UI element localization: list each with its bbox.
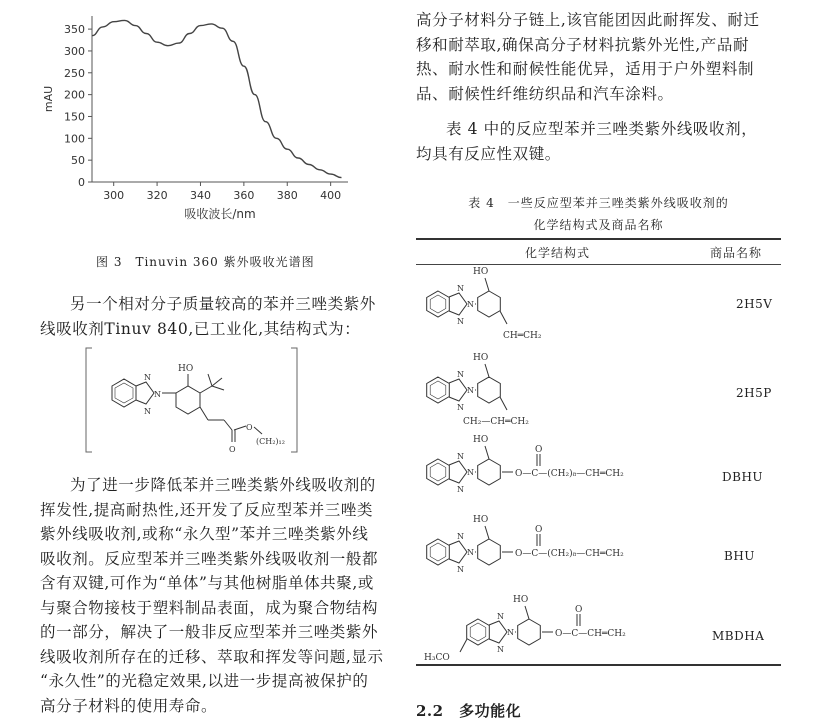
text-line: 另一个相对分子质量较高的苯并三唑类紫外 <box>70 295 376 313</box>
x-axis-label: 吸收波长/nm <box>184 207 256 221</box>
n-label: N <box>457 565 464 574</box>
substituent-label: CH═CH₂ <box>503 331 542 341</box>
text-line: 均具有反应性双键。 <box>416 144 561 163</box>
bond <box>485 364 489 377</box>
uv-spectrum-chart <box>40 6 360 236</box>
left-paragraph-2 <box>40 473 390 718</box>
tinuv-840-structure <box>84 344 299 456</box>
text-line: 移和耐萃取,确保高分子材料抗紫外光性,产品耐 <box>416 35 750 54</box>
methoxy-label: H₃CO <box>424 653 450 663</box>
n-label: N <box>457 317 464 326</box>
n-label: N <box>154 390 161 399</box>
n-label: N <box>467 468 474 477</box>
table-top-rule <box>416 238 781 240</box>
table-title-line: 表 4 一些反应型苯并三唑类紫外线吸收剂的 <box>468 196 729 210</box>
table-structures <box>416 266 781 664</box>
y-tick-label: 250 <box>64 66 85 80</box>
text-line: 表 4 中的反应型苯并三唑类紫外线吸收剂， <box>446 120 758 138</box>
triazole-ring <box>449 541 467 563</box>
y-tick-label: 300 <box>64 44 85 58</box>
triazole-ring <box>489 621 507 643</box>
text-line: 品、耐候性纤维纺织品和汽车涂料。 <box>416 84 674 103</box>
o-label: O <box>246 423 253 432</box>
n-label: N <box>144 373 151 382</box>
text-line: 挥发性,提高耐热性,还开发了反应型苯并三唑类 <box>40 500 374 519</box>
y-tick-label: 200 <box>64 88 85 102</box>
phenol-ring <box>518 619 541 645</box>
n-label: N <box>457 403 464 412</box>
substituent-label: CH₂—CH═CH₂ <box>463 417 529 427</box>
benzo-ring-inner <box>470 623 486 641</box>
n-label: N <box>467 386 474 395</box>
x-tick-label: 320 <box>146 189 168 202</box>
right-paragraph-2 <box>416 117 781 166</box>
o-label: O <box>535 525 543 535</box>
benzo-ring-inner <box>430 463 446 481</box>
ho-label: HO <box>513 595 529 605</box>
table-title-line: 化学结构式及商品名称 <box>533 218 664 232</box>
text-line: 的一部分，解决了一般非反应型苯并三唑类紫外 <box>40 623 379 641</box>
bond <box>485 278 489 291</box>
left-paragraph-1 <box>40 292 390 341</box>
bond <box>460 639 467 652</box>
o-label: O <box>229 445 236 454</box>
triazole-ring <box>449 379 467 401</box>
product-name: MBDHA <box>712 629 765 643</box>
x-tick-label: 380 <box>276 189 298 202</box>
triazole-ring <box>449 293 467 315</box>
benzo-ring-inner <box>430 295 446 313</box>
y-tick-label: 50 <box>71 154 85 168</box>
table-header-rule <box>416 264 781 265</box>
n-label: N <box>144 407 151 416</box>
product-name: DBHU <box>722 470 764 484</box>
x-tick-label: 360 <box>233 189 255 202</box>
text-line: 与聚合物接枝于塑料制品表面，成为聚合物结构 <box>40 598 379 617</box>
y-tick-label: 150 <box>64 110 85 124</box>
substituent-label: O—C—(CH₂)₈—CH═CH₂ <box>515 469 624 479</box>
table-bottom-rule <box>416 664 781 666</box>
text-line: 线吸收剂所存在的迁移、萃取和挥发等问题,显示 <box>40 647 384 666</box>
table-header-name: 商品名称 <box>710 246 763 260</box>
n-label: N <box>467 548 474 557</box>
table-header-structure: 化学结构式 <box>525 246 591 260</box>
y-tick-label: 100 <box>64 132 85 146</box>
bond <box>500 397 507 410</box>
triazole-ring <box>449 461 467 483</box>
table-title <box>416 192 781 236</box>
substituent-label: O—C—(CH₂)₈—CH═CH₂ <box>515 549 624 559</box>
text-line: “永久性”的光稳定效果,以进一步提高被保护的 <box>40 672 369 690</box>
ho-label: HO <box>473 515 489 525</box>
bond <box>485 526 489 539</box>
text-line: 高分子材料分子链上,该官能团因此耐挥发、耐迁 <box>416 11 760 29</box>
figure-caption: 图 3 Tinuvin 360 紫外吸收光谱图 <box>96 255 315 269</box>
y-tick-label: 0 <box>78 176 85 189</box>
benzo-ring-inner <box>430 381 446 399</box>
o-label: O <box>575 605 583 615</box>
y-axis-label: mAU <box>42 85 55 113</box>
x-tick-label: 340 <box>189 189 211 202</box>
text-line: 高分子材料的使用寿命。 <box>40 696 218 715</box>
ho-label: HO <box>178 364 194 374</box>
n-label: N <box>497 612 504 621</box>
o-label: O <box>535 445 543 455</box>
substituent-label: O—C—CH═CH₂ <box>555 629 626 639</box>
text-line: 吸收剂。反应型苯并三唑类紫外线吸收剂一般都 <box>40 549 379 568</box>
product-name: 2H5V <box>736 297 773 311</box>
right-paragraph-1 <box>416 8 781 106</box>
text-line: 紫外线吸收剂,或称“永久型”苯并三唑类紫外线 <box>40 525 369 543</box>
n-label: N <box>457 452 464 461</box>
ho-label: HO <box>473 353 489 363</box>
phenol-ring <box>478 377 501 403</box>
n-label: N <box>497 645 504 654</box>
product-name: 2H5P <box>736 386 772 400</box>
ho-label: HO <box>473 435 489 445</box>
bond <box>500 311 507 324</box>
n-label: N <box>507 628 514 637</box>
text-line: 热、耐水性和耐候性能优异，适用于户外塑料制 <box>416 60 755 78</box>
text-line: 线吸收剂Tinuv 840,已工业化,其结构式为： <box>40 319 361 338</box>
phenol-ring <box>478 459 501 485</box>
bond <box>525 606 529 619</box>
bond <box>485 446 489 459</box>
y-tick-label: 350 <box>64 23 85 37</box>
phenol-ring <box>478 539 501 565</box>
n-label: N <box>457 485 464 494</box>
n-label: N <box>467 300 474 309</box>
x-tick-label: 300 <box>103 189 125 202</box>
n-label: N <box>457 532 464 541</box>
spectrum-line <box>92 20 342 177</box>
ho-label: HO <box>473 267 489 277</box>
chain-label: (CH₂)₁₂ <box>256 437 285 446</box>
n-label: N <box>457 284 464 293</box>
section-heading: 2.2 多功能化 <box>416 702 522 720</box>
benzo-ring-inner <box>430 543 446 561</box>
n-label: N <box>457 370 464 379</box>
text-line: 为了进一步降低苯并三唑类紫外线吸收剂的 <box>70 476 376 494</box>
text-line: 含有双键,可作为“单体”与其他树脂单体共聚,或 <box>40 574 375 592</box>
x-tick-label: 400 <box>320 189 342 202</box>
phenol-ring <box>478 291 501 317</box>
product-name: BHU <box>724 549 755 563</box>
